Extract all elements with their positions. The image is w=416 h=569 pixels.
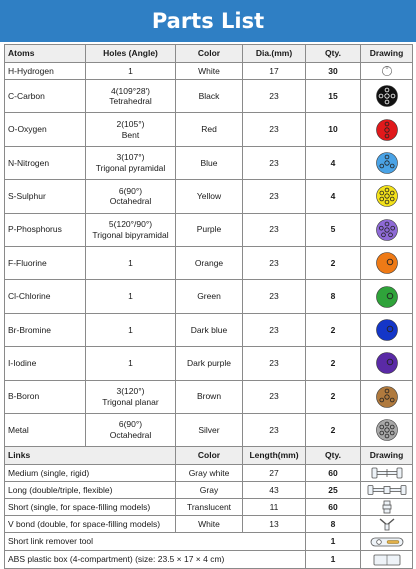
link-row	[5, 516, 413, 533]
atom-diameter: 23	[243, 146, 306, 179]
atom-color: Purple	[176, 213, 243, 246]
atom-name: Metal	[5, 413, 86, 446]
atom-quantity: 5	[306, 213, 361, 246]
link-name: Medium (single, rigid)	[5, 465, 176, 482]
drawing-column-header: Drawing	[361, 45, 413, 63]
atom-drawing	[361, 80, 413, 113]
link-drawing	[361, 516, 413, 533]
atom-holes-cell	[86, 347, 176, 380]
atom-holes: 1	[128, 324, 133, 335]
atom-color: Brown	[176, 380, 243, 413]
link-drawing	[361, 465, 413, 482]
atom-name: B-Boron	[5, 380, 86, 413]
atom-name: F-Fluorine	[5, 246, 86, 279]
atom-holes: 1	[128, 358, 133, 368]
atom-diameter: 23	[243, 180, 306, 213]
yellow-sulphur-ball-icon	[375, 184, 399, 208]
link-color: White	[176, 516, 243, 533]
atom-holes-cell	[86, 180, 176, 213]
atoms-body	[5, 63, 413, 447]
atom-row	[5, 313, 413, 346]
atom-name: S-Sulphur	[5, 180, 86, 213]
atom-drawing	[361, 180, 413, 213]
links-header-row	[5, 447, 413, 465]
link-name: V bond (double, for space-filling models)	[5, 516, 176, 533]
accessory-name: Short link remover tool	[5, 533, 306, 551]
link-length: 13	[243, 516, 306, 533]
link-quantity: 25	[306, 482, 361, 499]
dark-blue-bromine-ball-icon	[375, 318, 399, 342]
atom-quantity: 15	[306, 80, 361, 113]
link-length: 11	[243, 499, 306, 516]
atom-row	[5, 213, 413, 246]
medium-link-icon	[367, 466, 407, 480]
white-hydrogen-ball-icon	[379, 63, 395, 79]
atom-holes-cell	[86, 213, 176, 246]
accessory-quantity: 1	[306, 551, 361, 569]
page-title: Parts List	[0, 0, 416, 42]
accessory-row	[5, 551, 413, 569]
atom-name: H-Hydrogen	[5, 63, 86, 80]
atom-row	[5, 246, 413, 279]
atom-drawing	[361, 213, 413, 246]
atom-color: Red	[176, 113, 243, 146]
atom-diameter: 23	[243, 80, 306, 113]
atom-row	[5, 63, 413, 80]
link-row	[5, 499, 413, 516]
atom-name: Br-Bromine	[5, 313, 86, 346]
atom-quantity: 8	[306, 280, 361, 313]
orange-fluorine-ball-icon	[375, 251, 399, 275]
link-quantity: 60	[306, 499, 361, 516]
atom-quantity: 2	[306, 313, 361, 346]
link-drawing-column-header: Drawing	[361, 447, 413, 465]
atom-holes-cell	[86, 246, 176, 279]
atom-holes-cell	[86, 280, 176, 313]
atom-geometry: Trigonal planar	[102, 396, 159, 407]
atom-color: Green	[176, 280, 243, 313]
atom-diameter: 23	[243, 246, 306, 279]
accessory-drawing	[361, 533, 413, 551]
black-carbon-ball-icon	[375, 84, 399, 108]
atom-name: I-Iodine	[5, 347, 86, 380]
green-chlorine-ball-icon	[375, 285, 399, 309]
atom-drawing	[361, 380, 413, 413]
short-link-icon	[367, 500, 407, 514]
v-bond-icon	[367, 517, 407, 531]
atom-holes: 1	[128, 257, 133, 268]
link-quantity: 60	[306, 465, 361, 482]
link-quantity: 8	[306, 516, 361, 533]
link-drawing	[361, 482, 413, 499]
atom-color: Orange	[176, 246, 243, 279]
dark-purple-iodine-ball-icon	[375, 351, 399, 375]
atoms-header-row	[5, 45, 413, 63]
atom-drawing	[361, 313, 413, 346]
atom-quantity: 4	[306, 146, 361, 179]
atom-diameter: 23	[243, 313, 306, 346]
atom-row	[5, 80, 413, 113]
red-oxygen-ball-icon	[375, 118, 399, 142]
atom-holes: 6(90°)	[118, 185, 143, 196]
long-link-icon	[367, 483, 407, 497]
atom-holes: 3(107°)	[116, 152, 145, 163]
link-length: 27	[243, 465, 306, 482]
link-color: Translucent	[176, 499, 243, 516]
links-column-header: Links	[5, 447, 176, 465]
accessory-drawing	[361, 551, 413, 569]
atom-holes-cell	[86, 63, 176, 80]
atom-row	[5, 347, 413, 380]
link-color: Gray white	[176, 465, 243, 482]
atom-name: O-Oxygen	[5, 113, 86, 146]
link-quantity-column-header: Qty.	[306, 447, 361, 465]
atom-holes-cell	[86, 146, 176, 179]
accessory-name: ABS plastic box (4-compartment) (size: 23.5 × 17 × 4 cm)	[5, 551, 306, 569]
atom-diameter: 23	[243, 280, 306, 313]
atom-name: P-Phosphorus	[5, 213, 86, 246]
link-row	[5, 465, 413, 482]
atom-color: Dark blue	[176, 313, 243, 346]
atom-holes: 3(120°)	[116, 386, 145, 397]
atom-holes: 5(120°/90°)	[108, 219, 153, 230]
atom-holes-cell	[86, 313, 176, 346]
atoms-column-header: Atoms	[5, 45, 86, 63]
atom-name: Cl-Chlorine	[5, 280, 86, 313]
links-body	[5, 447, 413, 569]
quantity-column-header: Qty.	[306, 45, 361, 63]
remover-tool-icon	[367, 535, 407, 549]
atom-holes: 6(90°)	[118, 419, 143, 430]
atom-quantity: 4	[306, 180, 361, 213]
link-color: Gray	[176, 482, 243, 499]
atom-color: Yellow	[176, 180, 243, 213]
color-column-header: Color	[176, 45, 243, 63]
atom-geometry: Octahedral	[109, 430, 152, 441]
silver-metal-ball-icon	[375, 418, 399, 442]
diameter-column-header: Dia.(mm)	[243, 45, 306, 63]
atom-geometry: Octahedral	[109, 196, 152, 207]
link-name: Short (single, for space-filling models)	[5, 499, 176, 516]
plastic-box-icon	[367, 553, 407, 567]
blue-nitrogen-ball-icon	[375, 151, 399, 175]
accessory-quantity: 1	[306, 533, 361, 551]
link-length: 43	[243, 482, 306, 499]
atom-holes-cell	[86, 113, 176, 146]
atom-diameter: 23	[243, 347, 306, 380]
atom-quantity: 2	[306, 413, 361, 446]
atom-name: N-Nitrogen	[5, 146, 86, 179]
atom-holes: 1	[128, 65, 133, 76]
atom-holes: 2(105°)	[116, 118, 145, 129]
atom-holes-cell	[86, 380, 176, 413]
atom-drawing	[361, 113, 413, 146]
atom-color: White	[176, 63, 243, 80]
atom-diameter: 23	[243, 113, 306, 146]
atom-quantity: 2	[306, 380, 361, 413]
link-color-column-header: Color	[176, 447, 243, 465]
atom-row	[5, 146, 413, 179]
atom-geometry: Bent	[121, 129, 140, 140]
atom-color: Dark purple	[176, 347, 243, 380]
atom-color: Silver	[176, 413, 243, 446]
atom-row	[5, 180, 413, 213]
atom-name: C-Carbon	[5, 80, 86, 113]
atom-diameter: 23	[243, 413, 306, 446]
length-column-header: Length(mm)	[243, 447, 306, 465]
atom-holes-cell	[86, 413, 176, 446]
atom-quantity: 2	[306, 246, 361, 279]
brown-boron-ball-icon	[375, 385, 399, 409]
atom-row	[5, 280, 413, 313]
atom-color: Black	[176, 80, 243, 113]
atom-quantity: 2	[306, 347, 361, 380]
atom-row	[5, 113, 413, 146]
link-drawing	[361, 499, 413, 516]
atom-diameter: 23	[243, 213, 306, 246]
atom-diameter: 17	[243, 63, 306, 80]
atom-row	[5, 413, 413, 446]
atom-holes: 1	[128, 291, 133, 302]
purple-phosphorus-ball-icon	[375, 218, 399, 242]
atom-drawing	[361, 63, 413, 80]
link-name: Long (double/triple, flexible)	[5, 482, 176, 499]
atom-quantity: 10	[306, 113, 361, 146]
parts-table	[4, 44, 413, 569]
link-row	[5, 482, 413, 499]
atom-drawing	[361, 246, 413, 279]
holes-column-header: Holes (Angle)	[86, 45, 176, 63]
atom-drawing	[361, 146, 413, 179]
atom-drawing	[361, 280, 413, 313]
atom-quantity: 30	[306, 63, 361, 80]
atom-holes-cell	[86, 80, 176, 113]
atom-geometry: Tetrahedral	[109, 96, 152, 107]
atom-drawing	[361, 413, 413, 446]
atom-geometry: Trigonal bipyramidal	[92, 229, 169, 240]
atom-diameter: 23	[243, 380, 306, 413]
atom-holes: 4(109°28')	[110, 85, 151, 96]
atom-drawing	[361, 347, 413, 380]
accessory-row	[5, 533, 413, 551]
atom-geometry: Trigonal pyramidal	[95, 162, 166, 173]
atom-row	[5, 380, 413, 413]
atom-color: Blue	[176, 146, 243, 179]
